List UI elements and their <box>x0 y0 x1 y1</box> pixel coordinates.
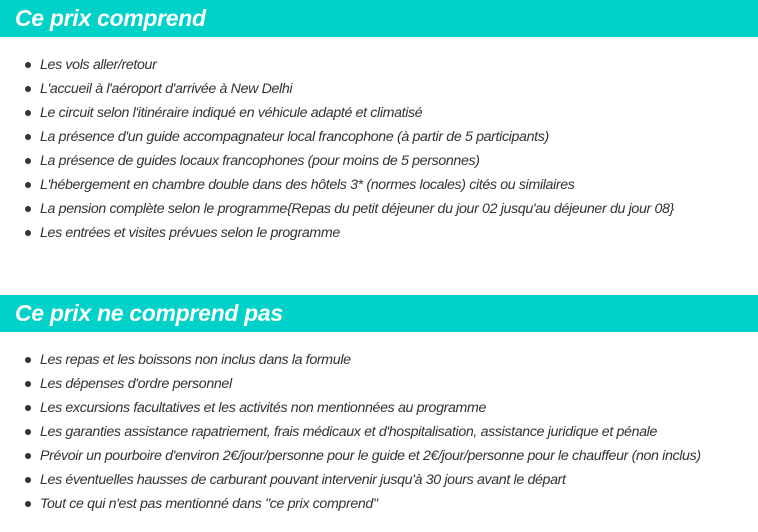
bullet-icon <box>25 182 31 188</box>
bullet-icon <box>25 453 31 459</box>
bullet-icon <box>25 134 31 140</box>
bullet-icon <box>25 86 31 92</box>
included-header <box>0 0 758 37</box>
bullet-icon <box>25 206 31 212</box>
excluded-title: Ce prix ne comprend pas <box>15 300 283 326</box>
list-item: Les éventuelles hausses de carburant pouvant intervenir jusqu'à 30 jours avant le départ <box>0 468 701 492</box>
excluded-list <box>0 348 701 516</box>
included-title: Ce prix comprend <box>15 5 206 31</box>
bullet-icon <box>25 501 31 507</box>
bullet-icon <box>25 158 31 164</box>
list-item: Prévoir un pourboire d'environ 2€/jour/personne pour le guide et 2€/jour/personne pour le chauffeur (non inclus) <box>0 444 701 468</box>
bullet-icon <box>25 429 31 435</box>
list-item: Les garanties assistance rapatriement, frais médicaux et d'hospitalisation, assistance juridique et pénale <box>0 420 701 444</box>
bullet-icon <box>25 110 31 116</box>
included-list <box>0 53 674 245</box>
list-item: Tout ce qui n'est pas mentionné dans "ce prix comprend" <box>0 492 701 516</box>
list-item: Les vols aller/retour <box>0 53 674 77</box>
list-item: Les repas et les boissons non inclus dans la formule <box>0 348 701 372</box>
list-item: La pension complète selon le programme{Repas du petit déjeuner du jour 02 jusqu'au déjeuner du jour 08} <box>0 197 674 221</box>
list-item: L'accueil à l'aéroport d'arrivée à New Delhi <box>0 77 674 101</box>
list-item: Les entrées et visites prévues selon le programme <box>0 221 674 245</box>
list-item: Le circuit selon l'itinéraire indiqué en véhicule adapté et climatisé <box>0 101 674 125</box>
list-item: Les excursions facultatives et les activités non mentionnées au programme <box>0 396 701 420</box>
bullet-icon <box>25 357 31 363</box>
bullet-icon <box>25 405 31 411</box>
bullet-icon <box>25 230 31 236</box>
bullet-icon <box>25 381 31 387</box>
excluded-header <box>0 295 758 332</box>
bullet-icon <box>25 62 31 68</box>
list-item: La présence d'un guide accompagnateur local francophone (à partir de 5 participants) <box>0 125 674 149</box>
bullet-icon <box>25 477 31 483</box>
list-item: La présence de guides locaux francophones (pour moins de 5 personnes) <box>0 149 674 173</box>
list-item: Les dépenses d'ordre personnel <box>0 372 701 396</box>
list-item: L'hébergement en chambre double dans des hôtels 3* (normes locales) cités ou similaires <box>0 173 674 197</box>
